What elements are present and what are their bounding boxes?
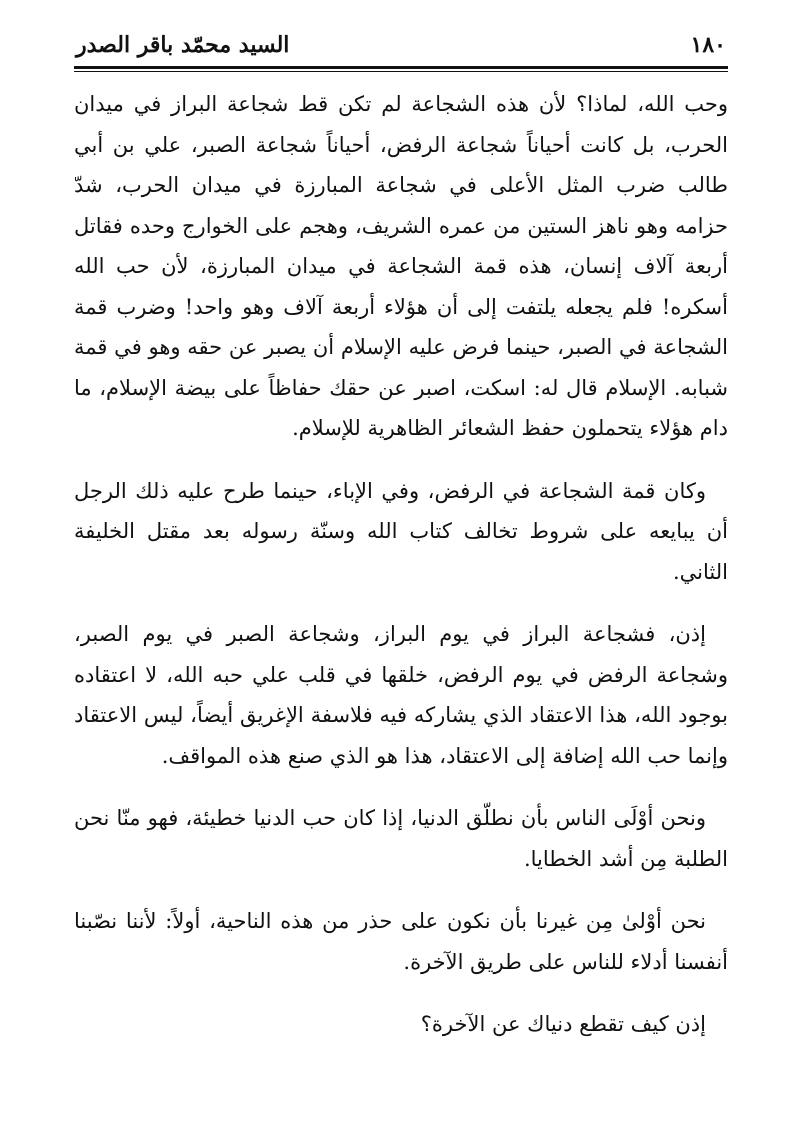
book-page [74,28,728,1110]
page-number: ١٨٠ [690,32,726,58]
paragraph-5: نحن أوْلىٰ مِن غيرنا بأن نكون على حذر من هذه الناحية، أولاً: لأننا نصّبنا أنفسنا أدلاء للناس على طريق الآخرة. [74,909,728,974]
paragraph-1: وحب الله، لماذا؟ لأن هذه الشجاعة لم تكن قط شجاعة البراز في ميدان الحرب، بل كانت أحياناً شجاعة الرفض، أحياناً شجاعة الصبر، علي بن أبي طالب ضرب المثل الأعلى في شجاعة المبارزة في ميدان الحرب، شدّ حزامه وهو ناهز الستين من عمره الشريف، وهجم على الخوارج وحده فقاتل أربعة آلاف إنسان، هذه قمة الشجاعة في ميدان المبارزة، لأن حب الله أسكره! فلم يجعله يلتفت إلى أن هؤلاء أربعة آلاف وهو واحد! وضرب قمة الشجاعة في الصبر، حينما فرض عليه الإسلام أن يصبر عن حقه وهو في قمة شبابه. الإسلام قال له: اسكت، اصبر عن حقك حفاظاً على بيضة الإسلام، ما دام هؤلاء يتحملون حفظ الشعائر الظاهرية للإسلام. [74,92,728,440]
paragraph-6: إذن كيف تقطع دنياك عن الآخرة؟ [420,1012,706,1036]
paragraph-4: ونحن أوْلَى الناس بأن نطلّق الدنيا، إذا كان حب الدنيا خطيئة، فهو منّا نحن الطلبة مِن أشد الخطايا. [74,806,728,871]
page-header [74,28,728,62]
paragraph-3: إذن، فشجاعة البراز في يوم البراز، وشجاعة الصبر في يوم الصبر، وشجاعة الرفض في يوم الرفض، خلقها في قلب علي حبه الله، لا اعتقاده بوجود الله، هذا الاعتقاد الذي يشاركه فيه فلاسفة الإغريق أيضاً، ليس الاعتقاد وإنما حب الله إضافة إلى الاعتقاد، هذا هو الذي صنع هذه المواقف. [74,622,728,768]
paragraph-2: وكان قمة الشجاعة في الرفض، وفي الإباء، حينما طرح عليه ذلك الرجل أن يبايعه على شروط تخالف كتاب الله وسنّة رسوله بعد مقتل الخليفة الثاني. [74,478,728,584]
running-title: السيد محمّد باقر الصدر [76,32,290,58]
page-body [74,84,728,1045]
header-rule [74,66,728,69]
header-rule-thin [74,71,728,72]
